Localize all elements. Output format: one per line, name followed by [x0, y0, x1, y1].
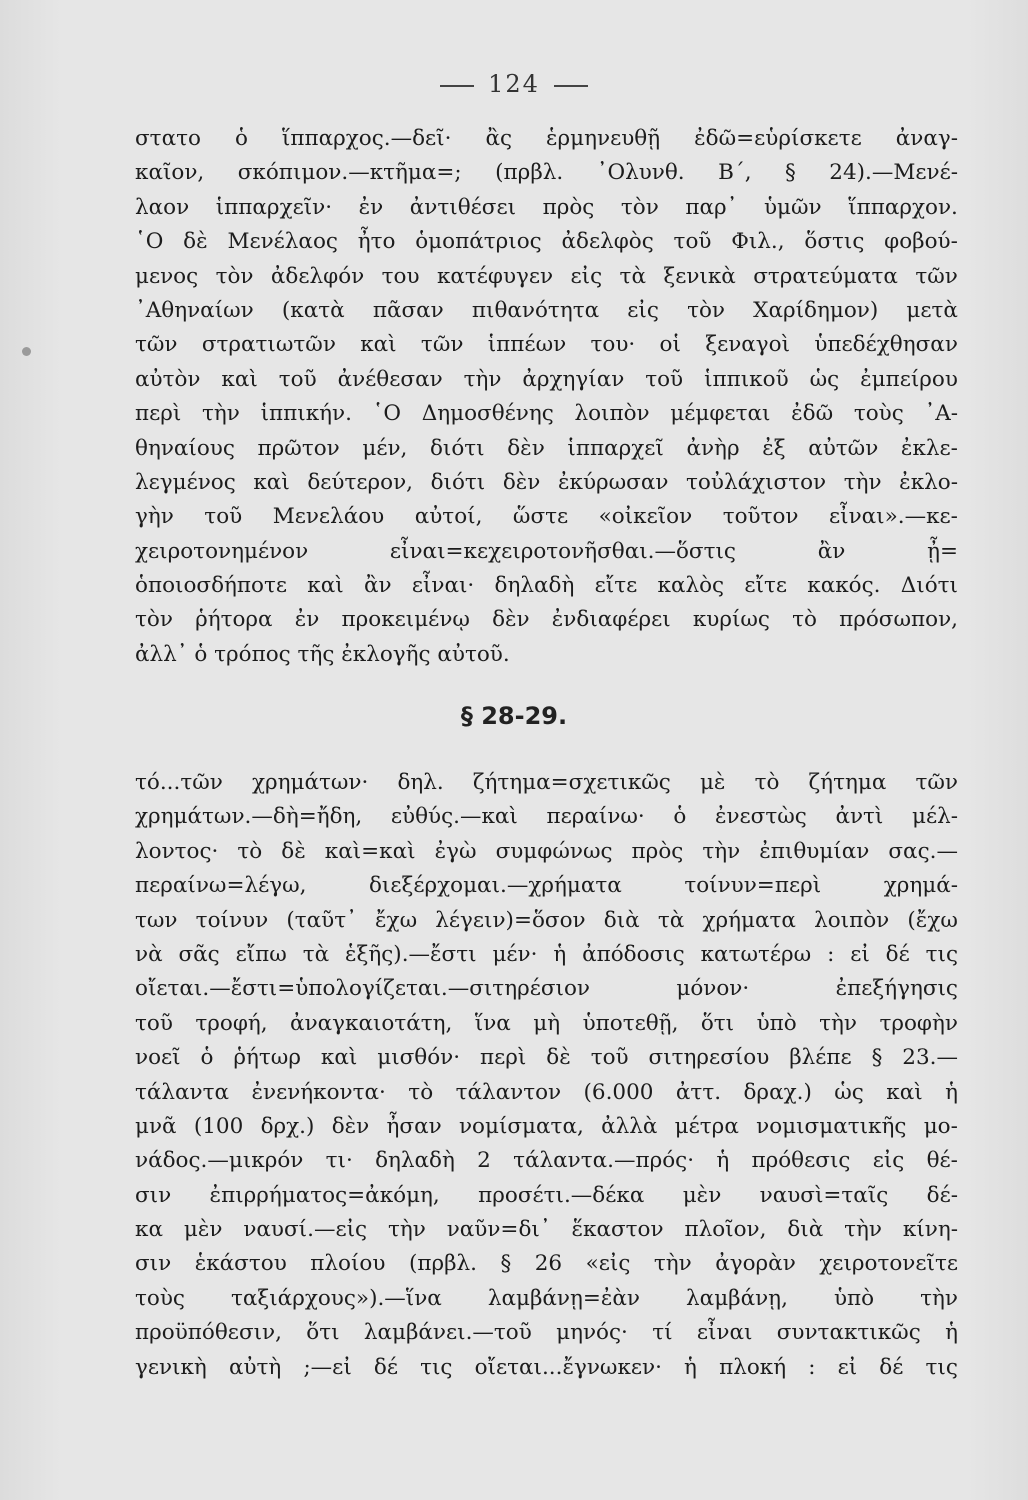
text-line: ὁποιοσδήποτε καὶ ἂν εἶναι· δηλαδὴ εἴτε καλὸς εἴτε κακός. Διότι: [135, 573, 958, 599]
commentary-paragraph-1: [135, 122, 958, 672]
page-number: [0, 70, 1028, 98]
commentary-paragraph-2: [135, 766, 958, 1385]
text-line: νάδος.—μικρόν τι· δηλαδὴ 2 τάλαντα.—πρός· ἡ πρόθεσις εἰς θέ-: [135, 1148, 958, 1174]
text-line: οἴεται.—ἔστι=ὑπολογίζεται.—σιτηρέσιον μόνον· ἐπεξήγησις: [135, 976, 958, 1002]
text-line: τὸν ῥήτορα ἐν προκειμένῳ δὲν ἐνδιαφέρει κυρίως τὸ πρόσωπον,: [135, 607, 958, 633]
text-line: των τοίνυν (ταῦτ᾿ ἔχω λέγειν)=ὅσον διὰ τὰ χρήματα λοιπὸν (ἔχω: [135, 907, 958, 933]
text-line: περὶ τὴν ἱππικήν. ῾Ο Δημοσθένης λοιπὸν μέμφεται ἐδῶ τοὺς ᾿Α-: [135, 401, 958, 427]
text-line: χειροτονημένον εἶναι=κεχειροτονῆσθαι.—ὅστις ἂν ᾖ=: [135, 538, 958, 564]
text-line: γενικὴ αὐτὴ ;—εἰ δέ τις οἴεται...ἔγνωκεν· ἡ πλοκή : εἰ δέ τις: [135, 1354, 958, 1380]
text-line: στατο ὁ ἵππαρχος.—δεῖ· ἂς ἑρμηνευθῇ ἐδῶ=εὑρίσκετε ἀναγ-: [135, 126, 958, 151]
text-line: σιν ἐπιρρήματος=ἀκόμη, προσέτι.—δέκα μὲν ναυσὶ=ταῖς δέ-: [135, 1182, 958, 1208]
section-heading: § 28-29.: [460, 702, 568, 730]
right-dash: [554, 85, 588, 87]
text-line: νοεῖ ὁ ῥήτωρ καὶ μισθόν· περὶ δὲ τοῦ σιτηρεσίου βλέπε § 23.—: [135, 1045, 958, 1071]
text-line: αὐτὸν καὶ τοῦ ἀνέθεσαν τὴν ἀρχηγίαν τοῦ ἱππικοῦ ὡς ἐμπείρου: [135, 366, 958, 392]
text-line: λαον ἱππαρχεῖν· ἐν ἀντιθέσει πρὸς τὸν παρ᾿ ὑμῶν ἵππαρχον.: [135, 194, 958, 220]
text-line: ἀλλ᾿ ὁ τρόπος τῆς ἐκλογῆς αὐτοῦ.: [135, 641, 510, 667]
text-line: ῾Ο δὲ Μενέλαος ἦτο ὁμοπάτριος ἀδελφὸς τοῦ Φιλ., ὅστις φοβού-: [135, 229, 958, 255]
text-line: ᾿Αθηναίων (κατὰ πᾶσαν πιθανότητα εἰς τὸν Χαρίδημον) μετὰ: [135, 297, 958, 323]
text-line: θηναίους πρῶτον μέν, διότι δὲν ἱππαρχεῖ ἀνὴρ ἐξ αὐτῶν ἐκλε-: [135, 435, 958, 461]
text-line: μνᾶ (100 δρχ.) δὲν ἦσαν νομίσματα, ἀλλὰ μέτρα νομισματικῆς μο-: [135, 1113, 958, 1139]
page-number-text: 124: [488, 70, 540, 98]
text-line: προϋπόθεσιν, ὅτι λαμβάνει.—τοῦ μηνός· τί εἶναι συντακτικῶς ἡ: [135, 1320, 958, 1346]
text-line: περαίνω=λέγω, διεξέρχομαι.—χρήματα τοίνυν=περὶ χρημά-: [135, 873, 958, 899]
text-line: τάλαντα ἐνενήκοντα· τὸ τάλαντον (6.000 ἀττ. δραχ.) ὡς καὶ ἡ: [135, 1079, 958, 1105]
left-dash: [440, 85, 474, 87]
text-line: κα μὲν ναυσί.—εἰς τὴν ναῦν=δι᾿ ἕκαστον πλοῖον, διὰ τὴν κίνη-: [135, 1217, 958, 1243]
text-line: χρημάτων.—δὴ=ἤδη, εὐθύς.—καὶ περαίνω· ὁ ἐνεστὼς ἀντὶ μέλ-: [135, 804, 958, 830]
text-line: τοὺς ταξιάρχους»).—ἵνα λαμβάνῃ=ἐὰν λαμβάνῃ, ὑπὸ τὴν: [135, 1285, 958, 1311]
text-line: νὰ σᾶς εἴπω τὰ ἑξῆς).—ἔστι μέν· ἡ ἀπόδοσις κατωτέρω : εἰ δέ τις: [135, 941, 958, 967]
text-line: καῖον, σκόπιμον.—κτῆμα=; (πρβλ. ᾿Ολυνθ. Β΄, § 24).—Μενέ-: [135, 160, 958, 186]
text-line: τῶν στρατιωτῶν καὶ τῶν ἱππέων του· οἱ ξεναγοὶ ὑπεδέχθησαν: [135, 332, 958, 358]
text-line: τοῦ τροφή, ἀναγκαιοτάτη, ἵνα μὴ ὑποτεθῇ, ὅτι ὑπὸ τὴν τροφὴν: [135, 1010, 958, 1036]
text-line: μενος τὸν ἀδελφόν του κατέφυγεν εἰς τὰ ξενικὰ στρατεύματα τῶν: [135, 263, 958, 289]
text-line: λεγμένος καὶ δεύτερον, διότι δὲν ἐκύρωσαν τοὐλάχιστον τὴν ἐκλο-: [135, 469, 958, 495]
text-line: λοντος· τὸ δὲ καὶ=καὶ ἐγὼ συμφώνως πρὸς τὴν ἐπιθυμίαν σας.—: [135, 838, 958, 864]
margin-dot: [22, 347, 31, 356]
text-line: γὴν τοῦ Μενελάου αὐτοί, ὥστε «οἰκεῖον τοῦτον εἶναι».—κε-: [135, 504, 958, 530]
text-line: σιν ἑκάστου πλοίου (πρβλ. § 26 «εἰς τὴν ἀγορὰν χειροτονεῖτε: [135, 1251, 958, 1277]
text-line: τό...τῶν χρημάτων· δηλ. ζήτημα=σχετικῶς μὲ τὸ ζήτημα τῶν: [135, 770, 958, 795]
